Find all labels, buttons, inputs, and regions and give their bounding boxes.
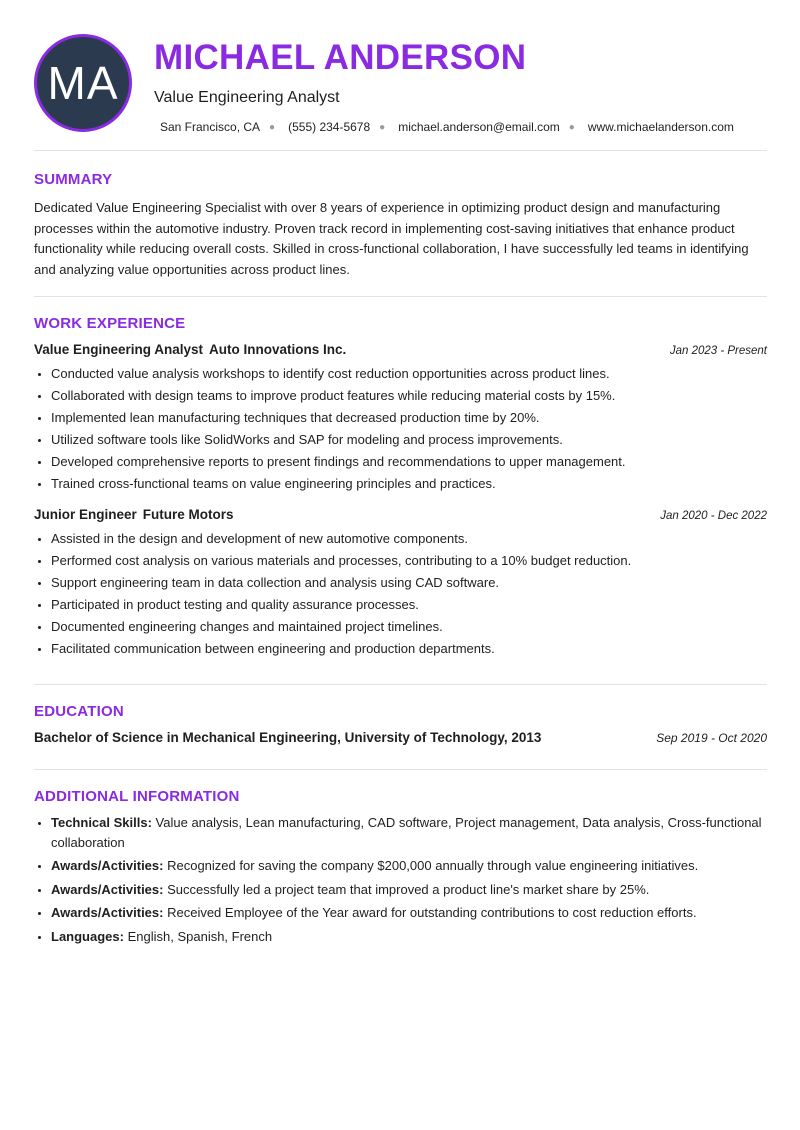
contact-phone[interactable]: (555) 234-5678	[288, 120, 371, 134]
contact-location: San Francisco, CA	[160, 120, 261, 134]
job-header	[34, 342, 767, 357]
job-entry	[34, 342, 767, 495]
list-item: • Conducted value analysis workshops to identify cost reduction opportunities across product lines.	[51, 363, 767, 385]
summary-text: Dedicated Value Engineering Specialist with over 8 years of experience in optimizing product design and manufacturing processes within the automotive industry. Proven track record in implementing cost-saving initiatives that enhance product functionality while reducing overall costs. Skilled in cross-functional collaboration, I have successfully led teams in identifying and analyzing value opportunities across product lines.	[34, 200, 749, 277]
job-header	[34, 507, 767, 522]
education-entry	[34, 730, 767, 745]
candidate-name: MICHAEL ANDERSON	[154, 38, 527, 77]
list-item	[51, 880, 767, 900]
additional-list	[34, 813, 767, 946]
contact-website[interactable]: www.michaelanderson.com	[587, 120, 734, 134]
job-role: Junior Engineer	[34, 507, 137, 522]
job-dates: Jan 2020 - Dec 2022	[660, 510, 767, 522]
list-item	[51, 813, 767, 852]
item-label: Awards/Activities:	[51, 905, 164, 920]
list-item: • Facilitated communication between engineering and production departments.	[51, 638, 767, 660]
list-item: • Developed comprehensive reports to present findings and recommendations to upper management.	[51, 451, 767, 473]
item-label: Languages:	[51, 928, 124, 944]
job-role-company	[34, 507, 234, 522]
education-degree: Bachelor of Science in Mechanical Engineering, University of Technology, 2013	[34, 730, 542, 745]
avatar-initials: MA	[47, 57, 119, 109]
item-label: Awards/Activities:	[51, 881, 164, 897]
list-item: • Implemented lean manufacturing techniques that decreased production time by 20%.	[51, 407, 767, 429]
item-label: Awards/Activities:	[51, 858, 164, 873]
contact-info	[160, 120, 734, 134]
summary-heading: SUMMARY	[34, 171, 113, 188]
list-item: • Trained cross-functional teams on value engineering principles and practices.	[51, 473, 767, 495]
job-bullets	[34, 363, 767, 495]
job-bullets	[34, 528, 767, 660]
job-company: Future Motors	[142, 507, 234, 522]
item-text: English, Spanish, French	[127, 928, 273, 944]
item-text: Value analysis, Lean manufacturing, CAD software, Project management, Data analysis, Cross-functional collaboration	[51, 815, 762, 850]
list-item	[51, 856, 767, 876]
list-item	[51, 927, 767, 947]
resume-header	[34, 0, 767, 150]
bullet-separator-icon: ●	[379, 122, 386, 133]
job-dates: Jan 2023 - Present	[669, 345, 767, 357]
bullet-separator-icon: ●	[568, 122, 575, 133]
candidate-title: Value Engineering Analyst	[154, 89, 340, 106]
list-item: • Assisted in the design and development of new automotive components.	[51, 528, 767, 550]
work-experience-section	[34, 297, 767, 684]
list-item: • Performed cost analysis on various materials and processes, contributing to a 10% budget reduction.	[51, 550, 767, 572]
job-role: Value Engineering Analyst	[34, 342, 204, 357]
contact-email[interactable]: michael.anderson@email.com	[398, 120, 560, 134]
education-section	[34, 685, 767, 769]
item-text: Received Employee of the Year award for outstanding contributions to cost reduction efforts.	[167, 905, 697, 920]
additional-information-heading: ADDITIONAL INFORMATION	[34, 788, 240, 805]
avatar	[34, 34, 132, 132]
additional-information-section	[34, 770, 767, 946]
job-company: Auto Innovations Inc.	[209, 342, 347, 357]
work-experience-heading: WORK EXPERIENCE	[34, 315, 186, 332]
list-item	[51, 903, 767, 923]
item-text: Recognized for saving the company $200,000 annually through value engineering initiatives.	[167, 858, 699, 873]
job-role-company	[34, 342, 346, 357]
list-item: • Documented engineering changes and maintained project timelines.	[51, 616, 767, 638]
list-item: • Collaborated with design teams to improve product features while reducing material costs by 15%.	[51, 385, 767, 407]
bullet-separator-icon: ●	[269, 122, 276, 133]
summary-section	[34, 151, 767, 296]
list-item: • Utilized software tools like SolidWorks and SAP for modeling and process improvements.	[51, 429, 767, 451]
list-item: • Participated in product testing and quality assurance processes.	[51, 594, 767, 616]
item-text: Successfully led a project team that improved a product line's market share by 25%.	[167, 881, 650, 897]
list-item: • Support engineering team in data collection and analysis using CAD software.	[51, 572, 767, 594]
job-entry	[34, 507, 767, 660]
education-dates: Sep 2019 - Oct 2020	[656, 731, 767, 745]
item-label: Technical Skills:	[51, 815, 152, 830]
education-heading: EDUCATION	[34, 703, 124, 720]
